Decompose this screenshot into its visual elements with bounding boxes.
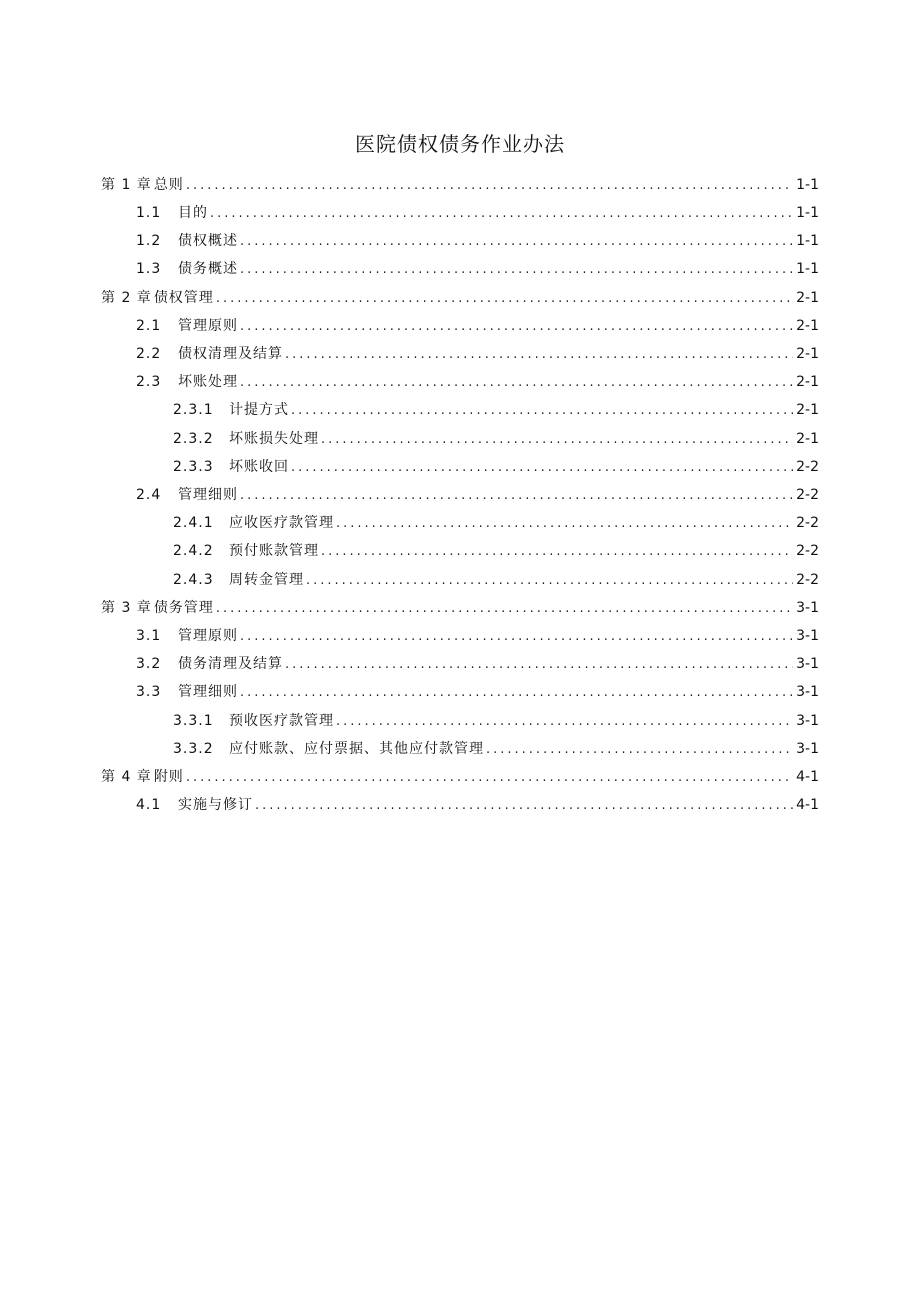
toc-entry-title: 目的	[178, 205, 208, 221]
toc-entry-page: 3-1	[796, 628, 819, 644]
toc-dot-leader	[291, 400, 793, 421]
toc-entry-number: 2.2	[136, 346, 162, 362]
toc-entry-page: 4-1	[796, 769, 819, 785]
toc-entry-number: 2.4	[136, 487, 162, 503]
toc-entry-number: 第 3 章	[101, 600, 152, 616]
toc-dot-leader	[216, 598, 793, 619]
toc-dot-leader	[255, 795, 793, 816]
toc-entry-subsection-2-3-3[interactable]	[173, 456, 819, 478]
toc-entry-number: 2.3.1	[173, 402, 214, 418]
toc-entry-subsection-3-3-1[interactable]	[173, 710, 819, 732]
toc-entry-page: 2-1	[796, 402, 819, 418]
toc-entry-section-1-1[interactable]	[136, 202, 819, 224]
toc-entry-section-4-1[interactable]	[136, 794, 819, 816]
toc-entry-number: 3.3.1	[173, 713, 214, 729]
toc-entry-number: 4.1	[136, 797, 162, 813]
toc-dot-leader	[216, 288, 793, 309]
toc-entry-page: 3-1	[796, 600, 819, 616]
toc-entry-number: 第 2 章	[101, 290, 152, 306]
toc-entry-title: 管理原则	[178, 628, 238, 644]
toc-entry-section-2-2[interactable]	[136, 343, 819, 365]
toc-entry-title: 债务清理及结算	[178, 656, 283, 672]
toc-dot-leader	[240, 626, 793, 647]
toc-entry-title: 应付账款、应付票据、其他应付款管理	[229, 741, 484, 757]
toc-dot-leader	[285, 654, 793, 675]
toc-entry-subsection-2-4-3[interactable]	[173, 569, 819, 591]
toc-dot-leader	[210, 203, 793, 224]
toc-entry-title: 坏账处理	[178, 374, 238, 390]
toc-entry-title: 坏账损失处理	[229, 431, 319, 447]
toc-entry-number: 2.3	[136, 374, 162, 390]
toc-dot-leader	[240, 316, 793, 337]
toc-entry-page: 3-1	[796, 741, 819, 757]
toc-entry-title: 应收医疗款管理	[229, 515, 334, 531]
toc-entry-page: 2-2	[796, 487, 819, 503]
toc-entry-number: 1.2	[136, 233, 162, 249]
toc-entry-page: 1-1	[796, 205, 819, 221]
toc-entry-title: 坏账收回	[229, 459, 289, 475]
toc-entry-page: 2-2	[796, 459, 819, 475]
toc-entry-number: 2.4.2	[173, 543, 214, 559]
toc-entry-title: 管理原则	[178, 318, 238, 334]
toc-entry-chapter-3[interactable]	[101, 597, 819, 619]
toc-dot-leader	[186, 767, 793, 788]
toc-entry-title: 总则	[153, 177, 184, 193]
toc-entry-page: 2-2	[796, 572, 819, 588]
toc-entry-number: 2.3.3	[173, 459, 214, 475]
toc-dot-leader	[336, 711, 793, 732]
toc-entry-subsection-2-4-2[interactable]	[173, 540, 819, 562]
toc-entry-number: 2.4.3	[173, 572, 214, 588]
toc-dot-leader	[240, 682, 793, 703]
document-title: 医院债权债务作业办法	[355, 132, 565, 156]
toc-entry-page: 2-1	[796, 318, 819, 334]
toc-entry-subsection-3-3-2[interactable]	[173, 738, 819, 760]
toc-entry-page: 3-1	[796, 684, 819, 700]
toc-entry-chapter-4[interactable]	[101, 766, 819, 788]
toc-entry-title: 管理细则	[178, 684, 238, 700]
toc-entry-page: 4-1	[796, 797, 819, 813]
toc-entry-title: 计提方式	[229, 402, 289, 418]
toc-entry-page: 2-2	[796, 543, 819, 559]
toc-dot-leader	[486, 739, 793, 760]
toc-dot-leader	[336, 513, 793, 534]
toc-entry-chapter-2[interactable]	[101, 287, 819, 309]
toc-entry-number: 2.4.1	[173, 515, 214, 531]
toc-entry-number: 3.3	[136, 684, 162, 700]
toc-entry-title: 管理细则	[178, 487, 238, 503]
toc-entry-page: 2-1	[796, 431, 819, 447]
toc-entry-title: 债权管理	[153, 290, 214, 306]
toc-entry-title: 预收医疗款管理	[229, 713, 334, 729]
toc-dot-leader	[306, 570, 793, 591]
toc-entry-chapter-1[interactable]	[101, 174, 819, 196]
toc-entry-number: 第 1 章	[101, 177, 152, 193]
toc-entry-number: 1.1	[136, 205, 162, 221]
toc-dot-leader	[240, 259, 793, 280]
toc-entry-title: 债权清理及结算	[178, 346, 283, 362]
toc-entry-page: 2-1	[796, 374, 819, 390]
toc-entry-title: 债权概述	[178, 233, 238, 249]
toc-entry-title: 实施与修订	[178, 797, 253, 813]
toc-entry-section-1-2[interactable]	[136, 230, 819, 252]
toc-entry-page: 3-1	[796, 713, 819, 729]
toc-entry-title: 预付账款管理	[229, 543, 319, 559]
toc-entry-number: 1.3	[136, 261, 162, 277]
toc-entry-section-1-3[interactable]	[136, 258, 819, 280]
toc-entry-number: 3.3.2	[173, 741, 214, 757]
toc-entry-title: 周转金管理	[229, 572, 304, 588]
toc-entry-title: 债务管理	[153, 600, 214, 616]
toc-dot-leader	[285, 344, 793, 365]
toc-entry-title: 债务概述	[178, 261, 238, 277]
toc-entry-number: 2.3.2	[173, 431, 214, 447]
toc-entry-subsection-2-3-2[interactable]	[173, 428, 819, 450]
toc-entry-subsection-2-3-1[interactable]	[173, 399, 819, 421]
toc-entry-section-2-4[interactable]	[136, 484, 819, 506]
toc-entry-number: 第 4 章	[101, 769, 152, 785]
toc-entry-section-3-3[interactable]	[136, 681, 819, 703]
toc-entry-page: 1-1	[796, 261, 819, 277]
toc-entry-section-3-2[interactable]	[136, 653, 819, 675]
toc-entry-number: 3.2	[136, 656, 162, 672]
toc-entry-page: 1-1	[796, 233, 819, 249]
toc-entry-section-2-3[interactable]	[136, 371, 819, 393]
toc-entry-page: 2-1	[796, 346, 819, 362]
toc-entry-number: 3.1	[136, 628, 162, 644]
toc-entry-page: 2-1	[796, 290, 819, 306]
toc-entry-page: 1-1	[796, 177, 819, 193]
toc-entry-number: 2.1	[136, 318, 162, 334]
toc-entry-section-2-1[interactable]	[136, 315, 819, 337]
toc-dot-leader	[186, 175, 793, 196]
toc-entry-section-3-1[interactable]	[136, 625, 819, 647]
toc-dot-leader	[291, 457, 793, 478]
toc-dot-leader	[321, 429, 793, 450]
toc-entry-subsection-2-4-1[interactable]	[173, 512, 819, 534]
toc-entry-title: 附则	[153, 769, 184, 785]
toc-dot-leader	[321, 541, 793, 562]
toc-entry-page: 2-2	[796, 515, 819, 531]
toc-dot-leader	[240, 485, 793, 506]
toc-dot-leader	[240, 372, 793, 393]
toc-entry-page: 3-1	[796, 656, 819, 672]
toc-dot-leader	[240, 231, 793, 252]
